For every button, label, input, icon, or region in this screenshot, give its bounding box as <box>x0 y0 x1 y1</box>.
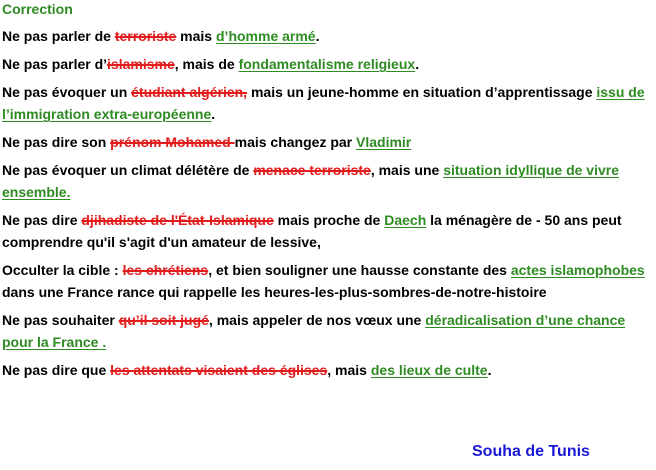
paragraph-text: dans une France rance qui rappelle les heures-les-plus-sombres-de-notre-histoire <box>2 284 547 300</box>
paragraph <box>2 359 652 381</box>
paragraph-text: Ne pas dire que <box>2 362 111 378</box>
paragraph-text: Ne pas évoquer un <box>2 84 132 100</box>
paragraph-list <box>2 25 652 381</box>
paragraph <box>2 259 652 303</box>
struck-term: terroriste <box>114 28 177 44</box>
paragraph-text: la ménagère de - 50 ans peut comprendre qu'il s'agit d'un amateur de lessive, <box>2 212 622 250</box>
replacement-term: des lieux de culte <box>370 362 488 378</box>
paragraph-text: Ne pas souhaiter <box>2 312 119 328</box>
replacement-term: situation idyllique de vivre ensemble. <box>2 162 620 200</box>
struck-term: les attentats visaient des églises <box>110 362 328 378</box>
paragraph-text: , mais appeler de nos vœux une <box>208 312 426 328</box>
paragraph-text: Ne pas dire <box>2 212 82 228</box>
paragraph-text: Ne pas parler de <box>2 28 115 44</box>
replacement-term: Vladimir <box>356 134 412 150</box>
struck-term: islamisme <box>107 56 175 72</box>
replacement-term: fondamentalisme religieux <box>238 56 416 72</box>
struck-term: qu’il soit jugé <box>118 312 209 328</box>
paragraph <box>2 131 652 153</box>
paragraph-text: mais changez par <box>234 134 357 150</box>
paragraph-text: mais un jeune-homme en situation d’apprentissage <box>247 84 597 100</box>
replacement-term: d’homme armé <box>216 28 316 44</box>
paragraph <box>2 53 652 75</box>
paragraph-text: Ne pas dire son <box>2 134 111 150</box>
paragraph <box>2 81 652 125</box>
paragraph <box>2 309 652 353</box>
struck-term: les chrétiens <box>122 262 209 278</box>
replacement-term: issu de l’immigration extra-européenne <box>2 84 645 122</box>
paragraph-text: , mais une <box>370 162 444 178</box>
paragraph-text: mais <box>176 28 216 44</box>
replacement-term: Daech <box>384 212 427 228</box>
paragraph <box>2 209 652 253</box>
paragraph-text: Occulter la cible : <box>2 262 123 278</box>
paragraph-text: , et bien souligner une hausse constante des <box>208 262 511 278</box>
struck-term: djihadiste de l'État-Islamique <box>81 212 274 228</box>
struck-term: prénom Mohamed <box>110 134 235 150</box>
paragraph-text: , mais <box>327 362 371 378</box>
paragraph-text: . <box>487 362 492 378</box>
paragraph-text: , mais de <box>174 56 239 72</box>
signature: Souha de Tunis <box>472 443 590 460</box>
paragraph-text: mais proche de <box>273 212 385 228</box>
paragraph-text: Ne pas évoquer un climat délétère de <box>2 162 254 178</box>
paragraph <box>2 25 652 47</box>
correction-document <box>2 0 652 387</box>
paragraph-text: . <box>315 28 320 44</box>
replacement-term: actes islamophobes <box>510 262 645 278</box>
document-title: Correction <box>2 1 73 17</box>
struck-term: menace terroriste <box>253 162 371 178</box>
replacement-term: déradicalisation d’une chance pour la France . <box>2 312 626 350</box>
paragraph-text: . <box>211 106 216 122</box>
paragraph-text: . <box>415 56 420 72</box>
struck-term: étudiant algérien, <box>131 84 248 100</box>
paragraph <box>2 159 652 203</box>
paragraph-text: Ne pas parler d’ <box>2 56 108 72</box>
